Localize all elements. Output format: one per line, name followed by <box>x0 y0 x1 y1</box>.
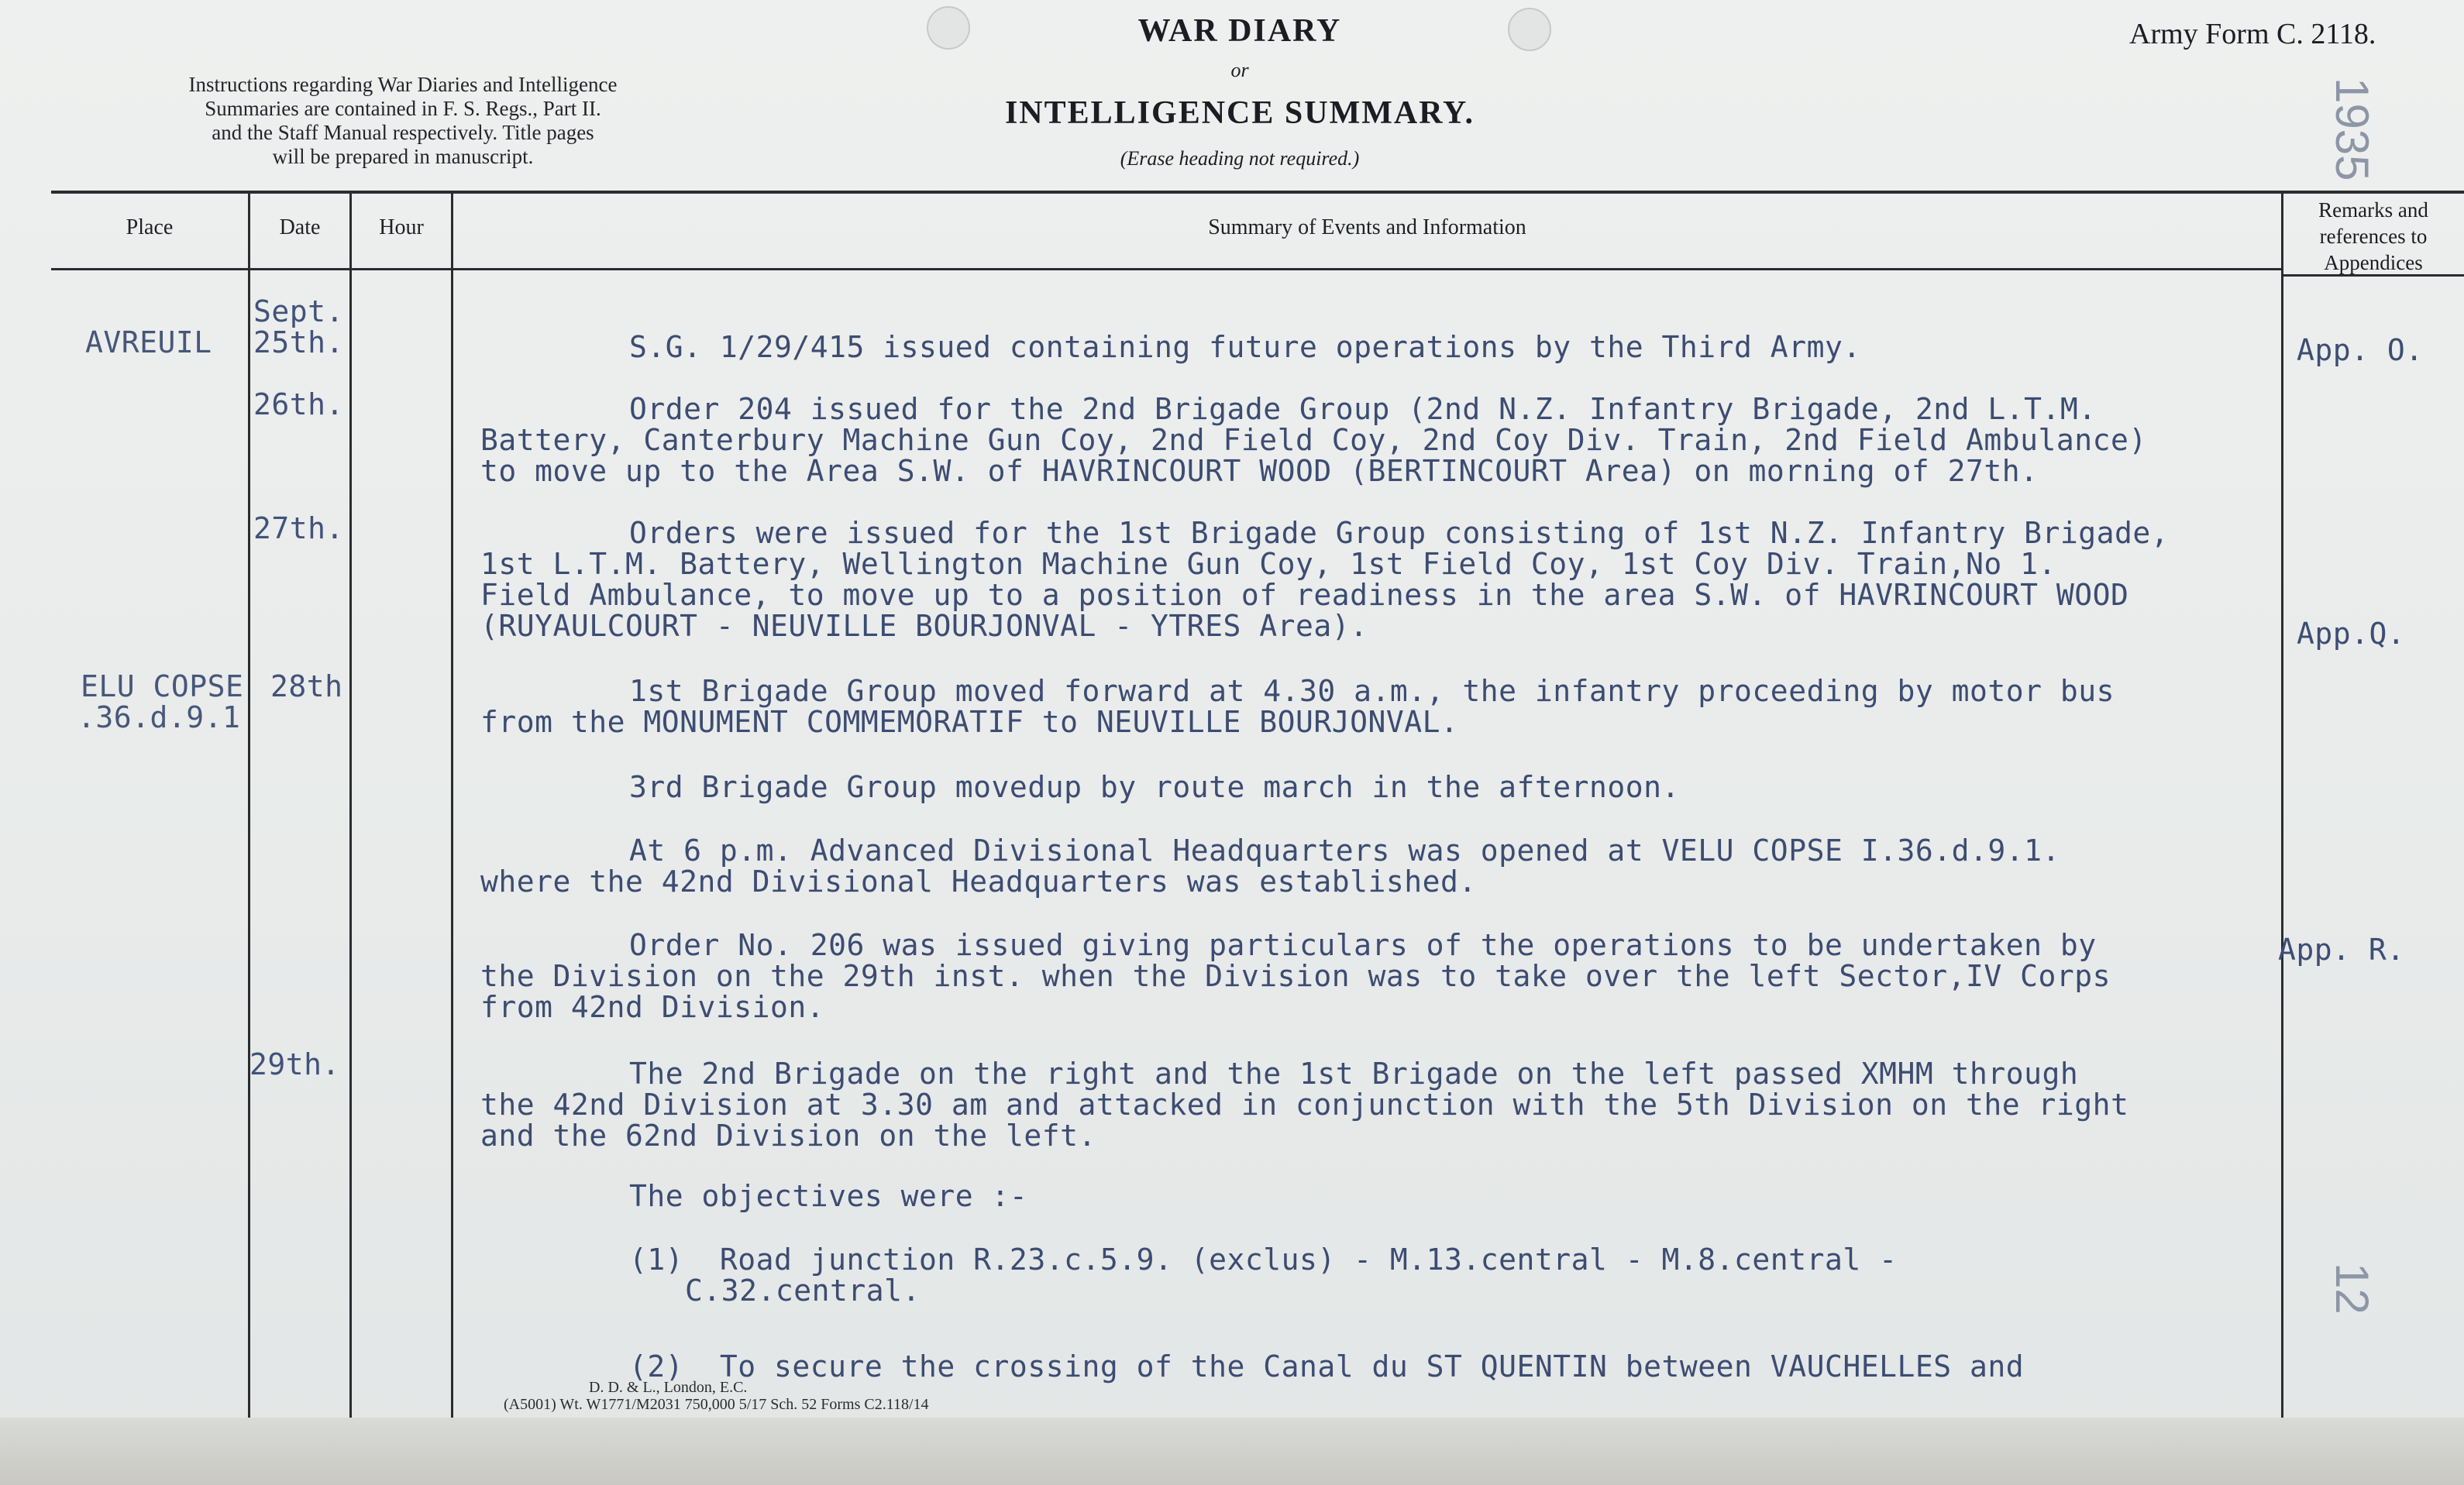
appendix-reference: App.Q. <box>2297 617 2406 651</box>
summary-line: the 42nd Division at 3.30 am and attacked in conjunction with the 5th Division on the right <box>480 1088 2129 1122</box>
appendix-reference: App. O. <box>2297 333 2424 367</box>
appendix-reference: App. R. <box>2278 933 2405 967</box>
place-entry: AVREUIL <box>85 325 212 359</box>
column-head-date: Date <box>279 215 321 239</box>
instructions-line: Summaries are contained in F. S. Regs., Part II. <box>205 97 601 120</box>
date-entry: 27th. <box>253 511 344 545</box>
column-divider-remarks <box>2281 194 2283 1425</box>
summary-line: 1st Brigade Group moved forward at 4.30 a.m., the infantry proceeding by motor bus <box>629 674 2115 708</box>
summary-line: C.32.central. <box>685 1274 921 1308</box>
summary-line: At 6 p.m. Advanced Divisional Headquarters was opened at VELU COPSE I.36.d.9.1. <box>629 834 2060 868</box>
pencil-folio-top: 1935 <box>2326 77 2378 181</box>
date-entry: 25th. <box>253 325 344 359</box>
column-divider-place <box>248 194 250 1433</box>
remarks-head-line: Appendices <box>2324 251 2423 274</box>
summary-line: Battery, Canterbury Machine Gun Coy, 2nd Field Coy, 2nd Coy Div. Train, 2nd Field Ambulance) <box>480 423 2147 457</box>
remarks-head-line: Remarks and <box>2318 198 2428 222</box>
summary-line: Field Ambulance, to move up to a position of readiness in the area S.W. of HAVRINCOURT WOOD <box>480 578 2129 612</box>
summary-line: Order 204 issued for the 2nd Brigade Group (2nd N.Z. Infantry Brigade, 2nd L.T.M. <box>629 392 2097 426</box>
summary-line: 1st L.T.M. Battery, Wellington Machine Gun Coy, 1st Field Coy, 1st Coy Div. Train,No 1. <box>480 547 2056 581</box>
column-head-summary: Summary of Events and Information <box>1208 215 1526 239</box>
summary-line: the Division on the 29th inst. when the Division was to take over the left Sector,IV Corps <box>480 959 2111 993</box>
summary-line: and the 62nd Division on the left. <box>480 1119 1096 1153</box>
date-entry: 29th. <box>249 1047 340 1081</box>
pencil-folio-bottom: 12 <box>2326 1263 2378 1315</box>
date-entry: Sept. <box>253 294 344 328</box>
title-intelligence-summary: INTELLIGENCE SUMMARY. <box>1004 95 1475 131</box>
summary-line: from 42nd Division. <box>480 990 825 1024</box>
summary-line: S.G. 1/29/415 issued containing future operations by the Third Army. <box>629 330 1861 364</box>
instructions-line: will be prepared in manuscript. <box>272 145 534 168</box>
summary-line: The 2nd Brigade on the right and the 1st Brigade on the left passed XMHM through <box>629 1057 2079 1091</box>
army-form-number: Army Form C. 2118. <box>2129 18 2376 50</box>
printer-imprint-line1: D. D. & L., London, E.C. <box>589 1379 748 1396</box>
date-entry: 26th. <box>253 387 344 421</box>
place-grid-ref: .36.d.9.1 <box>77 700 241 734</box>
title-or: or <box>1230 59 1249 81</box>
summary-line: Orders were issued for the 1st Brigade Group consisting of 1st N.Z. Infantry Brigade, <box>629 516 2170 550</box>
column-divider-hour <box>451 194 453 1433</box>
instructions-note <box>108 73 697 169</box>
summary-line: (2) To secure the crossing of the Canal du ST QUENTIN between VAUCHELLES and <box>629 1349 2025 1384</box>
column-head-place: Place <box>126 215 174 239</box>
erase-heading-note: (Erase heading not required.) <box>1120 147 1360 170</box>
table-top-rule <box>51 191 2464 194</box>
instructions-line: and the Staff Manual respectively. Title pages <box>212 121 594 144</box>
table-header-rule <box>51 268 2283 270</box>
summary-line: 3rd Brigade Group movedup by route march in the afternoon. <box>629 770 1680 804</box>
column-head-remarks <box>2284 197 2462 276</box>
summary-line: where the 42nd Divisional Headquarters was established. <box>480 865 1477 899</box>
summary-line: (RUYAULCOURT - NEUVILLE BOURJONVAL - YTRES Area). <box>480 609 1368 643</box>
place-entry: ELU COPSE <box>81 669 244 703</box>
summary-line: The objectives were :- <box>629 1179 1028 1213</box>
summary-line: to move up to the Area S.W. of HAVRINCOURT WOOD (BERTINCOURT Area) on morning of 27th. <box>480 454 2039 488</box>
column-divider-date <box>349 194 352 1433</box>
page-bottom-edge <box>0 1418 2464 1485</box>
date-entry: 28th <box>270 669 343 703</box>
summary-line: (1) Road junction R.23.c.5.9. (exclus) - M.13.central - M.8.central - <box>629 1243 1898 1277</box>
column-head-hour: Hour <box>379 215 424 239</box>
title-war-diary: WAR DIARY <box>1137 13 1342 49</box>
instructions-line: Instructions regarding War Diaries and Intelligence <box>188 73 618 96</box>
remarks-head-line: references to <box>2319 225 2428 248</box>
summary-line: Order No. 206 was issued giving particulars of the operations to be undertaken by <box>629 928 2097 962</box>
printer-imprint-line2: (A5001) Wt. W1771/M2031 750,000 5/17 Sch. 52 Forms C2.118/14 <box>504 1396 929 1413</box>
summary-line: from the MONUMENT COMMEMORATIF to NEUVILLE BOURJONVAL. <box>480 705 1459 739</box>
